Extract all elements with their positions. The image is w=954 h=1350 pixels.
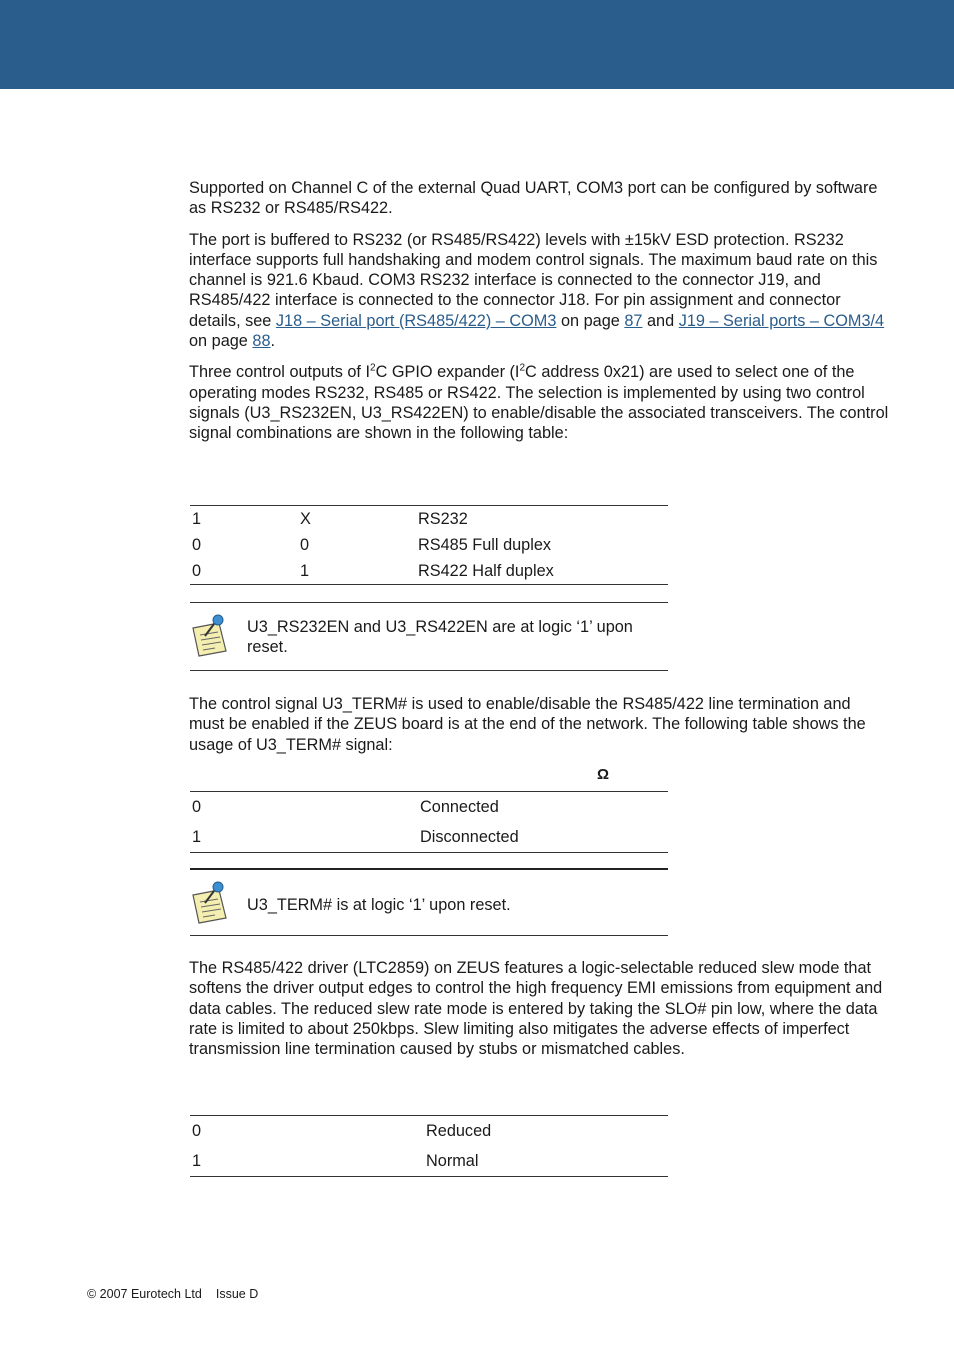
copyright-text: © 2007 Eurotech Ltd (87, 1287, 202, 1301)
paragraph-termination: The control signal U3_TERM# is used to enable/disable the RS485/422 line termination and must be enabled if the ZEUS board is at the end of the network. The following table shows the usage of U3_TERM# signal: (189, 695, 866, 754)
link-j18[interactable]: J18 – Serial port (RS485/422) – COM3 (275, 311, 557, 330)
table-cell: 0 (190, 558, 298, 585)
table-cell: Connected (418, 792, 668, 823)
table-cell: RS422 Half duplex (416, 558, 668, 585)
table-cell: 0 (300, 535, 310, 554)
text: . (270, 332, 276, 351)
table-row (190, 558, 668, 585)
paragraph-slew-rate: The RS485/422 driver (LTC2859) on ZEUS features a logic-selectable reduced slew mode that softens the driver output edges to control the high frequency EMI emissions from equipment and data cables. The reduced slew rate mode is entered by taking the SLO# pin low, where the data rate is limited to about 250kbps. Slew limiting also mitigates the adverse effects of imperfect transmission line termination caused by stubs or mismatched cables. (189, 959, 883, 1059)
table-cell: 1 (190, 1146, 424, 1177)
text: on page (556, 311, 625, 330)
body-text (189, 694, 889, 755)
note-box-reset (190, 602, 668, 671)
link-page-87[interactable]: 87 (624, 311, 643, 330)
table-cell: X (298, 506, 416, 533)
mode-table (190, 505, 668, 585)
table-cell: 0 (190, 1116, 424, 1147)
paragraph-buffering (189, 230, 889, 352)
notepad-pin-icon (190, 614, 230, 658)
body-text (189, 958, 889, 1059)
termination-table (190, 791, 668, 853)
slew-table (190, 1115, 668, 1177)
note-text: U3_RS232EN and U3_RS422EN are at logic ‘1’ upon reset. (247, 618, 633, 657)
header-band (0, 0, 954, 89)
text: Three control outputs of I (189, 363, 371, 382)
link-j19[interactable]: J19 – Serial ports – COM3/4 (678, 311, 885, 330)
text: C address 0x21) are used to select one of the operating modes RS232, RS485 or RS422. The selection is implemented by using two control signals (U3_RS232EN, U3_RS422EN) to enable/disable the associated transceivers. The control signal combinations are shown in the following table: (189, 363, 889, 443)
table-cell: 0 (192, 535, 202, 554)
text: The port is buffered to RS232 (or RS485/RS422) levels with ±15kV ESD protection. RS232 interface supports full handshaking and modem control signals. The maximum baud rate on this channel is 921.6 Kbaud. COM3 RS232 interface is connected to the connector J19, and RS485/422 interface is connected to the connector J18. For pin assignment and connector details, see (189, 230, 878, 330)
paragraph-com3-intro: Supported on Channel C of the external Quad UART, COM3 port can be configured by software as RS232 or RS485/RS422. (189, 179, 878, 218)
table-cell: 0 (190, 792, 418, 823)
note-box-term (190, 868, 668, 936)
table-cell: Disconnected (418, 822, 668, 853)
table-row (190, 822, 668, 853)
table-cell: 1 (298, 558, 416, 585)
omega-symbol: Ω (597, 766, 610, 783)
table-cell: Normal (424, 1146, 668, 1177)
note-text: U3_TERM# is at logic ‘1’ upon reset. (247, 896, 511, 914)
link-page-88[interactable]: 88 (252, 332, 271, 351)
body-text (189, 178, 889, 444)
table-cell: Reduced (424, 1116, 668, 1147)
table-cell: 1 (190, 506, 298, 533)
text: and (642, 311, 679, 330)
issue-text: Issue D (215, 1287, 259, 1301)
table-cell: RS232 (416, 506, 668, 533)
text: C GPIO expander (I (375, 363, 520, 382)
text: on page (189, 332, 253, 351)
table-row (190, 1116, 668, 1147)
superscript: 2 (370, 362, 376, 374)
page-footer (87, 1287, 272, 1301)
table-cell: 1 (190, 822, 418, 853)
superscript: 2 (519, 362, 526, 374)
paragraph-gpio-modes (189, 362, 889, 443)
table-row (190, 506, 668, 533)
table-row (190, 792, 668, 823)
table-row (190, 532, 668, 558)
notepad-pin-icon (190, 881, 230, 925)
table-cell: RS485 Full duplex (418, 535, 552, 554)
table-row (190, 1146, 668, 1177)
